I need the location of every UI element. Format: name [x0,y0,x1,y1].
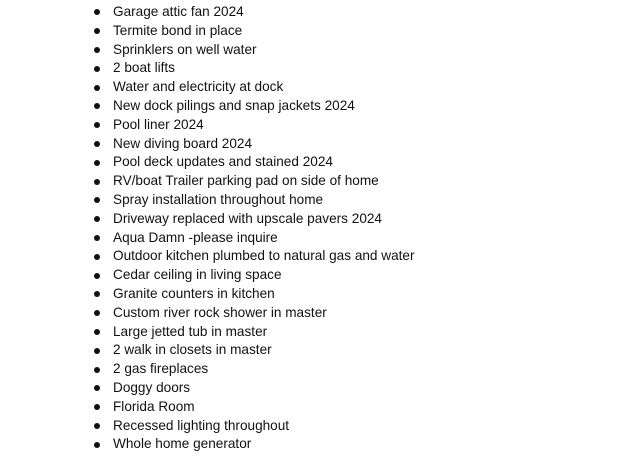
list-item-text: New diving board 2024 [113,135,253,151]
bullet-icon [94,442,100,448]
list-item [0,247,640,266]
bullet-icon [94,216,100,222]
list-item-text: Aqua Damn -please inquire [113,229,278,245]
list-item-text: Garage attic fan 2024 [113,4,244,19]
list-item [0,285,640,304]
list-item [0,41,640,60]
list-item [0,304,640,323]
bullet-icon [94,235,100,241]
bullet-icon [94,122,100,128]
list-item-text: RV/boat Trailer parking pad on side of home [113,173,379,189]
list-item-text: Pool liner 2024 [113,116,204,132]
list-item [0,116,640,135]
list-item [0,59,640,78]
bullet-icon [94,66,100,72]
bullet-icon [94,404,100,410]
bullet-icon [94,47,100,53]
list-item-text: Florida Room [113,398,195,414]
list-item-text: Outdoor kitchen plumbed to natural gas and water [113,248,415,264]
list-item-text: Custom river rock shower in master [113,304,327,320]
list-item-text: Pool deck updates and stained 2024 [113,154,333,170]
list-item-text: Recessed lighting throughout [113,417,290,433]
list-item [0,210,640,229]
list-item [0,78,640,97]
list-item-text: Driveway replaced with upscale pavers 2024 [113,210,382,226]
bullet-icon [94,141,100,147]
list-item-text: Whole home generator [113,436,252,452]
list-item [0,398,640,417]
list-item-text: Granite counters in kitchen [113,285,275,301]
bullet-icon [94,254,100,260]
list-item-text: New dock pilings and snap jackets 2024 [113,97,355,113]
bullet-icon [94,291,100,297]
bullet-icon [94,423,100,429]
bullet-icon [94,329,100,335]
list-item-text: 2 boat lifts [113,60,175,76]
list-item [0,97,640,116]
list-item [0,341,640,360]
list-item [0,360,640,379]
list-item-text: 2 walk in closets in master [113,342,272,358]
list-item [0,172,640,191]
bullet-icon [94,9,100,15]
list-item-text: Cedar ceiling in living space [113,267,282,283]
list-item [0,3,640,22]
list-item [0,229,640,248]
list-item-text: Large jetted tub in master [113,323,268,339]
list-item [0,135,640,154]
list-item [0,153,640,172]
bullet-icon [94,310,100,316]
bullet-icon [94,103,100,109]
list-item-text: Water and electricity at dock [113,79,284,95]
bullet-icon [94,85,100,91]
list-item-text: Termite bond in place [113,22,243,38]
list-item [0,435,640,454]
list-item [0,379,640,398]
bullet-icon [94,28,100,34]
bullet-icon [94,273,100,279]
list-item [0,22,640,41]
bullet-icon [94,385,100,391]
bullet-icon [94,179,100,185]
bullet-icon [94,367,100,373]
list-item [0,323,640,342]
list-item-text: Spray installation throughout home [113,191,324,207]
feature-list [0,3,640,454]
list-item-text: 2 gas fireplaces [113,361,209,377]
list-item [0,417,640,436]
bullet-icon [94,197,100,203]
bullet-icon [94,348,100,354]
list-item-text: Doggy doors [113,379,191,395]
bullet-icon [94,160,100,166]
list-item-text: Sprinklers on well water [113,41,257,57]
list-item [0,266,640,285]
list-item [0,191,640,210]
